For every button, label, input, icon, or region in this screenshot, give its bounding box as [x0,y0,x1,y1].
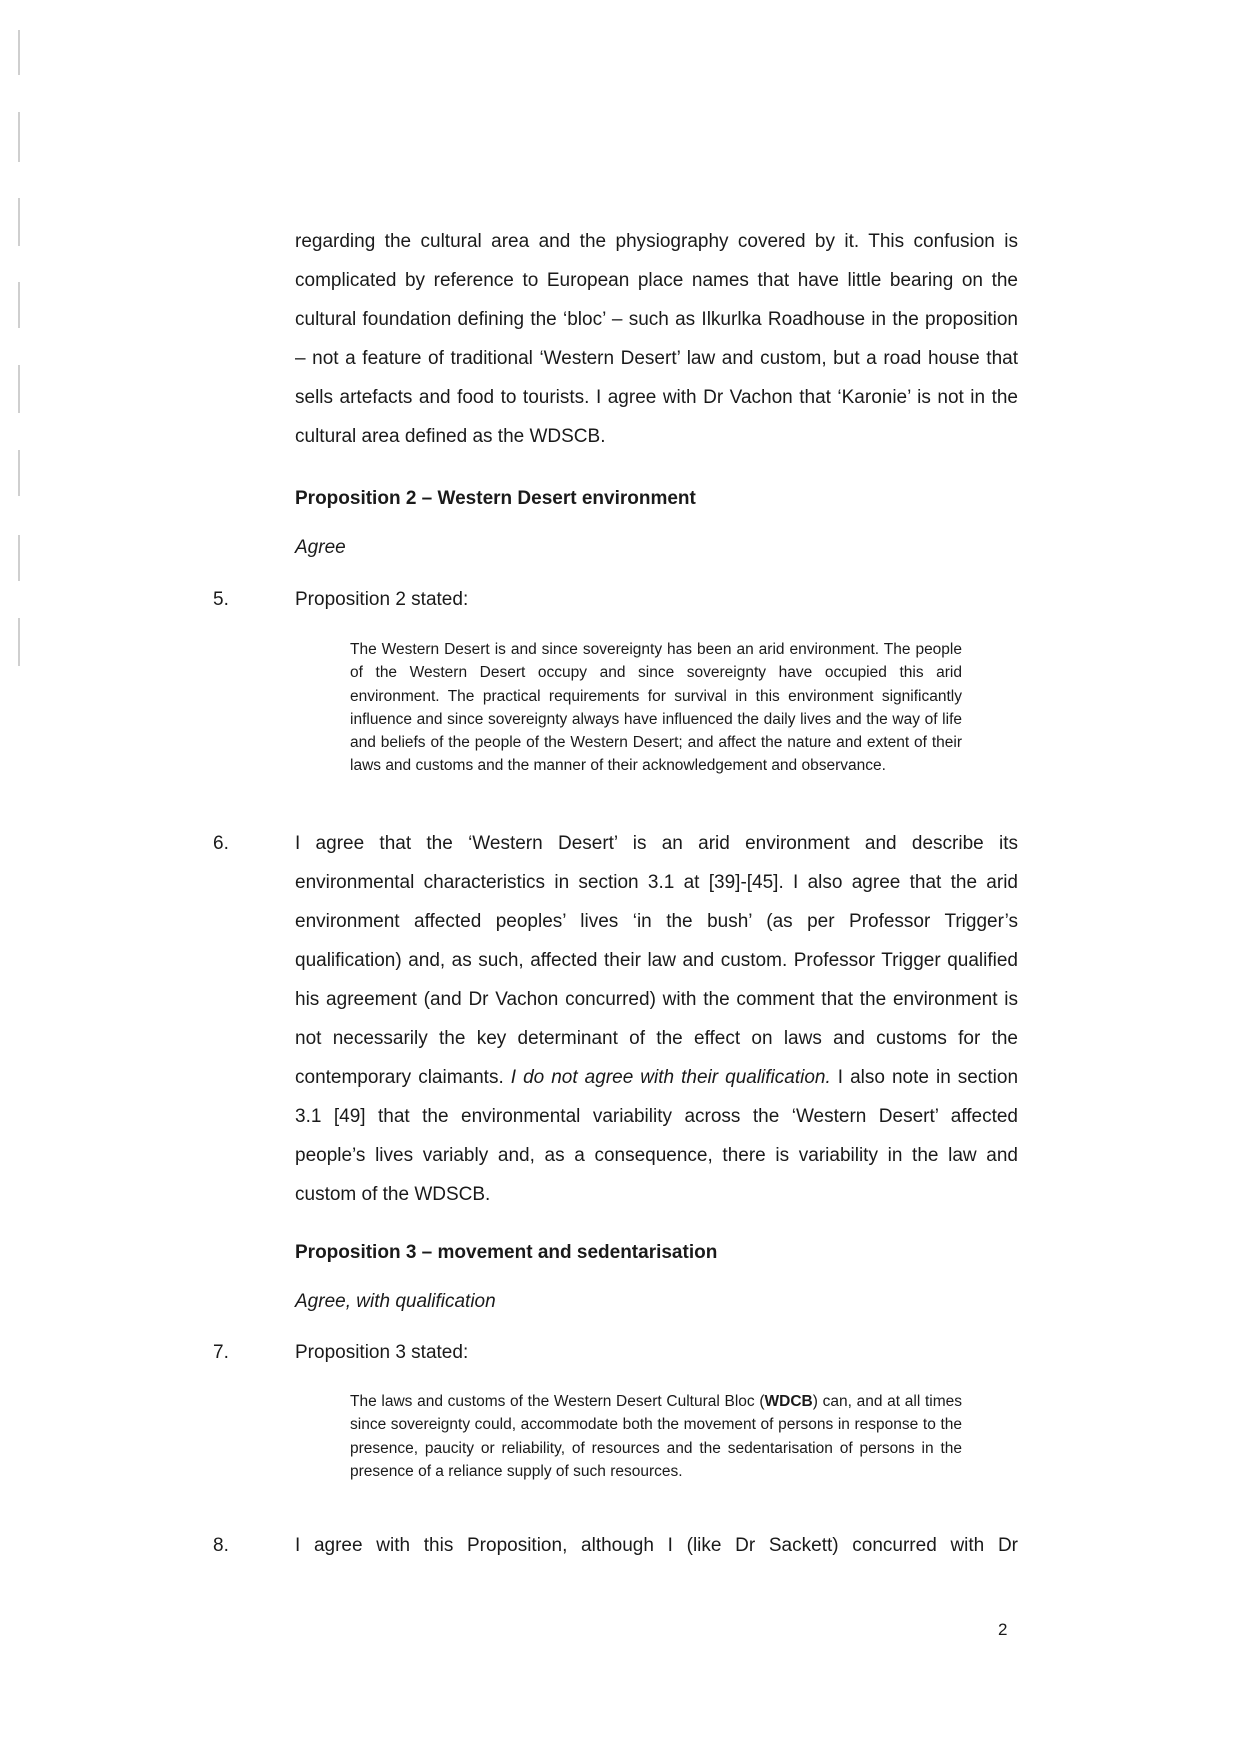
proposition-3-heading: Proposition 3 – movement and sedentarisation [295,1242,718,1263]
proposition-3-lead: Proposition 3 stated: [295,1342,469,1363]
paragraph-number: 5. [213,589,229,610]
wdcb-abbreviation: WDCB [764,1393,813,1410]
continuation-paragraph: regarding the cultural area and the physiography covered by it. This confusion is complicated by reference to European place names that have little bearing on the cultural foundation defining the ‘bloc’ – such as Ilkurlka Roadhouse in the proposition – not a feature of traditional ‘Western Desert’ law and custom, but a road house that sells artefacts and food to tourists. I agree with Dr Vachon that ‘Karonie’ is not in the cultural area defined as the WDSCB. [295,231,1018,447]
proposition-2-finding: Agree [295,537,346,558]
proposition-3-quote-start: The laws and customs of the Western Desert Cultural Bloc ( [350,1393,765,1410]
paragraph-6 [295,824,1018,1214]
paragraph-8: I agree with this Proposition, although I (like Dr Sackett) concurred with Dr [295,1535,1018,1556]
proposition-2-heading: Proposition 2 – Western Desert environment [295,488,696,509]
proposition-3-quote-end: ) can, and at all times since sovereignty could, accommodate both the movement of persons in response to the presence, paucity or reliability, of resources and the sedentarisation of persons in the presence of a reliance supply of such resources. [350,1393,962,1480]
paragraph-number: 7. [213,1342,229,1363]
paragraph-6-text-start: I agree that the ‘Western Desert’ is an arid environment and describe its environmental characteristics in section 3.1 at [39]-[45]. I also agree that the arid environment affected peoples’ lives ‘in the bush’ (as per Professor Trigger’s qualification) and, as such, affected their law and custom. Professor Trigger qualified his agreement (and Dr Vachon concurred) with the comment that the environment is not necessarily the key determinant of the effect on laws and customs for the contemporary claimants. [295,833,1018,1088]
paragraph-number: 8. [213,1535,229,1556]
paragraph-number: 6. [213,833,229,854]
proposition-3-quote [350,1390,962,1483]
paragraph-6-italic: I do not agree with their qualification. [510,1067,831,1088]
proposition-3-finding: Agree, with qualification [295,1291,496,1312]
proposition-2-lead: Proposition 2 stated: [295,589,469,610]
page-number: 2 [998,1620,1008,1639]
paragraph-6-text-end: I also note in section 3.1 [49] that the environmental variability across the ‘Western Desert’ affected people’s lives variably and, as a consequence, there is variability in the law and custom of the WDSCB. [295,1067,1019,1205]
proposition-2-quote: The Western Desert is and since sovereignty has been an arid environment. The people of the Western Desert occupy and since sovereignty have occupied this arid environment. The practical requirements for survival in this environment significantly influence and since sovereignty always have influenced the daily lives and the way of life and beliefs of the people of the Western Desert; and affect the nature and extent of their laws and customs and the manner of their acknowledgement and observance. [350,641,962,775]
